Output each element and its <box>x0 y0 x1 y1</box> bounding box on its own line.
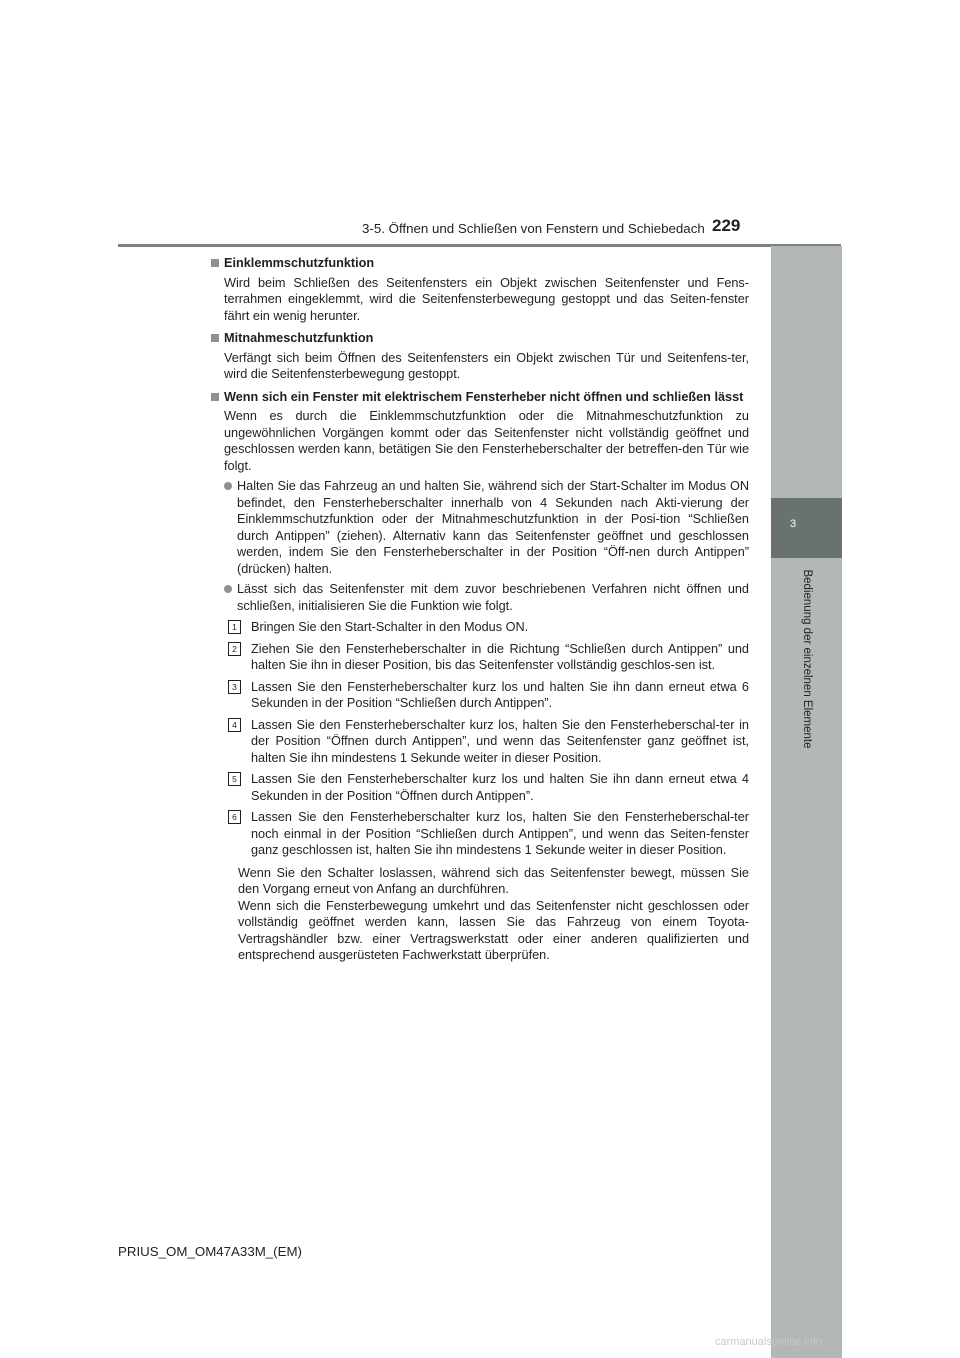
step-item: 1 Bringen Sie den Start-Schalter in den Modus ON. <box>224 619 749 636</box>
circle-bullet-icon <box>224 585 232 593</box>
square-bullet-icon <box>211 393 219 401</box>
section-heading: Mitnahmeschutzfunktion <box>211 330 749 347</box>
step-number-badge: 5 <box>228 772 241 786</box>
side-chapter-number: 3 <box>790 518 797 530</box>
page-number: 229 <box>712 216 741 235</box>
section-einklemmschutz <box>211 255 749 324</box>
list-item: Halten Sie das Fahrzeug an und halten Sie, während sich der Start-Schalter im Modus ON befindet, den Fensterheberschalter innerhalb von 4 Sekunden nach Akti-vierung der Einklemmschutzfunktion oder der Mitnahmeschutzfunktion in der Posi-tion “Schließen durch Antippen” (ziehen). Alternativ kann das Seitenfenster geöffnet und geschlossen werden, indem Sie den Fensterheberschalter in der Position “Öff-nen durch Antippen” (drücken) halten. <box>224 478 749 577</box>
step-item: 3 Lassen Sie den Fensterheberschalter kurz los und halten Sie ihn dann erneut etwa 6 Sekunden in der Position “Schließen durch Antippen”. <box>224 679 749 712</box>
step-number-badge: 3 <box>228 680 241 694</box>
section-fenster-initialisieren <box>211 389 749 964</box>
chapter-title: 3-5. Öffnen und Schließen von Fenstern und Schiebedach <box>362 221 705 236</box>
side-bar-top <box>771 246 842 498</box>
footer-doc-code: PRIUS_OM_OM47A33M_(EM) <box>118 1244 302 1259</box>
step-number-badge: 6 <box>228 810 241 824</box>
square-bullet-icon <box>211 334 219 342</box>
step-item: 6 Lassen Sie den Fensterheberschalter kurz los, halten Sie den Fensterheberschal-ter noch einmal in der Position “Schließen durch Antippen”, und wenn das Seiten-fenster ganz geschlossen ist, halten Sie ihn mindestens 1 Sekunde weiter in dieser Position. <box>224 809 749 859</box>
header-rule <box>118 244 841 247</box>
circle-bullet-icon <box>224 482 232 490</box>
step-number-badge: 4 <box>228 718 241 732</box>
step-item: 4 Lassen Sie den Fensterheberschalter kurz los, halten Sie den Fensterheberschal-ter in der Position “Öffnen durch Antippen”, und wenn das Seitenfenster ganz geöffnet ist, halten Sie ihn mindestens 1 Sekunde weiter in dieser Position. <box>224 717 749 767</box>
watermark: carmanualsonline.info <box>715 1336 823 1348</box>
list-item: Lässt sich das Seitenfenster mit dem zuvor beschriebenen Verfahren nicht öffnen und schließen, initialisieren Sie die Funktion wie folgt. <box>224 581 749 614</box>
section-mitnahmeschutz <box>211 330 749 383</box>
square-bullet-icon <box>211 259 219 267</box>
step-item: 2 Ziehen Sie den Fensterheberschalter in die Richtung “Schließen durch Antippen” und halten Sie ihn in dieser Position, bis das Seitenfenster vollständig geschlos-sen ist. <box>224 641 749 674</box>
step-item: 5 Lassen Sie den Fensterheberschalter kurz los und halten Sie ihn dann erneut etwa 4 Sekunden in der Position “Öffnen durch Antippen”. <box>224 771 749 804</box>
step-number-badge: 2 <box>228 642 241 656</box>
section-intro: Wenn es durch die Einklemmschutzfunktion oder die Mitnahmeschutzfunktion zu ungewöhnlichen Vorgängen kommt oder das Seitenfenster nicht vollständig geöffnet und geschlossen werden kann, betätigen Sie den Fensterheberschalter der betreffen-den Tür wie folgt. <box>224 409 749 473</box>
section-heading: Einklemmschutzfunktion <box>211 255 749 272</box>
closing-note: Wenn Sie den Schalter loslassen, während sich das Seitenfenster bewegt, müssen Sie den Vorgang erneut von Anfang an durchführen. Wenn sich die Fensterbewegung umkehrt und das Seitenfenster nicht geschlossen oder vollständig geöffnet werden kann, lassen Sie das Fahrzeug von einem Toyota-Vertragshändler bzw. einer Vertragswerkstatt oder einer anderen qualifizierten und entsprechend ausgerüsteten Fachwerkstatt überprüfen. <box>238 865 749 962</box>
page-content <box>211 255 749 970</box>
section-heading: Wenn sich ein Fenster mit elektrischem Fensterheber nicht öffnen und schließen lässt <box>211 389 749 406</box>
section-text: Verfängt sich beim Öffnen des Seitenfensters ein Objekt zwischen Tür und Seitenfens-ter, wird die Seitenfensterbewegung gestoppt. <box>224 350 749 381</box>
section-text: Wird beim Schließen des Seitenfensters ein Objekt zwischen Seitenfenster und Fens-terrahmen eingeklemmt, wird die Seitenfensterbewegung gestoppt und das Seiten-fenster fährt ein wenig herunter. <box>224 275 749 323</box>
step-number-badge: 1 <box>228 620 241 634</box>
